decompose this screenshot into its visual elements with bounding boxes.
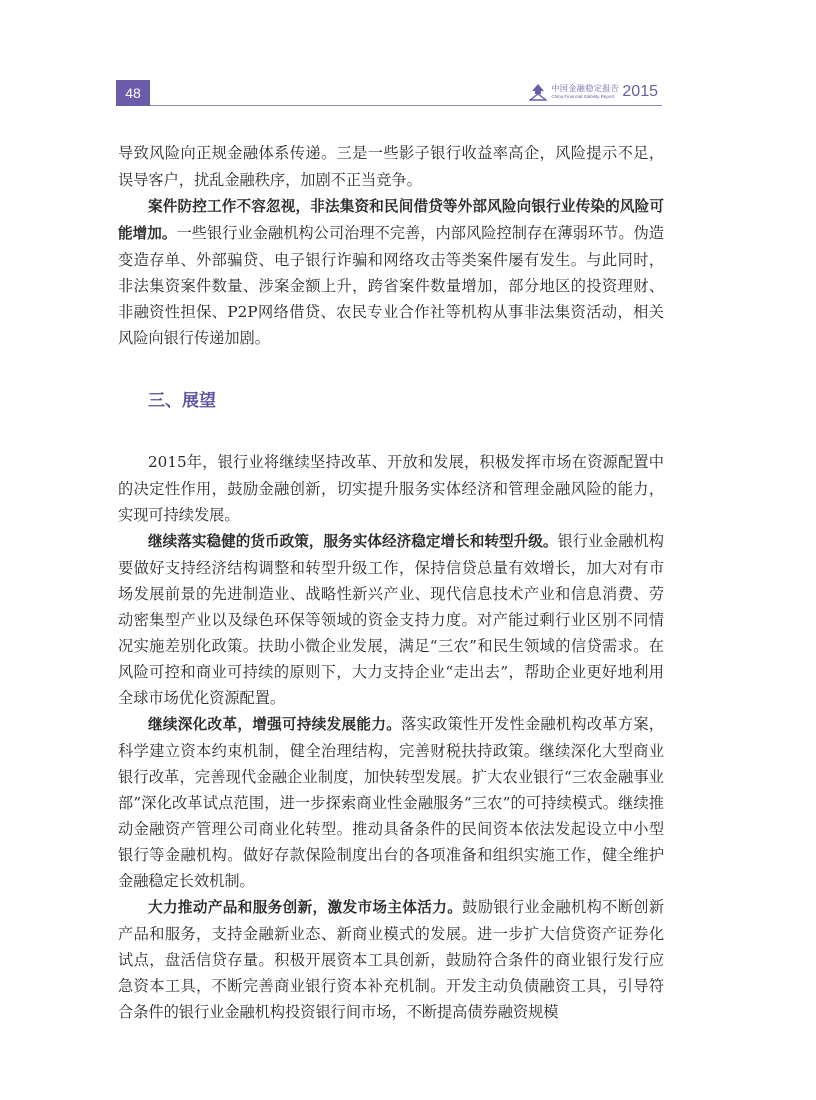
paragraph <box>118 449 664 528</box>
paragraph-bold: 继续落实稳健的货币政策，服务实体经济稳定增长和转型升级。 <box>148 533 558 550</box>
page-header <box>116 80 662 106</box>
brand-title-en: China Financial Stability Report <box>551 93 615 99</box>
header-rule <box>150 105 662 106</box>
paragraph <box>118 528 664 711</box>
paragraph-text: 导致风险向正规金融体系传递。三是一些影子银行收益率高企，风险提示不足，误导客户，扰乱金融秩序，加剧不正当竞争。 <box>118 144 664 189</box>
paragraph <box>118 711 664 894</box>
paragraph-bold: 大力推动产品和服务创新，激发市场主体活力。 <box>148 899 463 916</box>
body-text <box>118 140 664 1025</box>
paragraph-bold: 继续深化改革，增强可持续发展能力。 <box>148 716 402 733</box>
paragraph-text: 落实政策性开发性金融机构改革方案，科学建立资本约束机制，健全治理结构，完善财税扶持政策。继续深化大型商业银行改革，完善现代金融企业制度，加快转型发展。扩大农业银行“三农金融事业部”深化改革试点范围，进一步探索商业性金融服务“三农”的可持续模式。继续推动金融资产管理公司商业化转型。推动具备条件的民间资本依法发起设立中小型银行等金融机构。做好存款保险制度出台的各项准备和组织实施工作，健全维护金融稳定长效机制。 <box>118 715 664 890</box>
page-number: 48 <box>116 80 150 106</box>
paragraph <box>118 140 664 193</box>
section-title: 三、展望 <box>148 391 216 411</box>
paragraph-text: 一些银行业金融机构公司治理不完善，内部风险控制存在薄弱环节。伪造变造存单、外部骗贷、电子银行诈骗和网络攻击等类案件屡有发生。与此同时，非法集资案件数量、涉案金额上升，跨省案件数量增加，部分地区的投资理财、非融资性担保、P2P网络借贷、农民专业合作社等机构从事非法集资活动，相关风险向银行传递加剧。 <box>118 224 664 347</box>
paragraph-text: 2015年，银行业将继续坚持改革、开放和发展，积极发挥市场在资源配置中的决定性作用，鼓励金融创新，切实提升服务实体经济和管理金融风险的能力，实现可持续发展。 <box>118 453 664 524</box>
brand-text <box>551 85 619 100</box>
paragraph <box>118 193 664 351</box>
brand-title-cn: 中国金融稳定报告 <box>551 83 620 93</box>
report-brand <box>529 80 658 104</box>
paragraph <box>118 894 664 1025</box>
brand-year: 2015 <box>622 83 658 100</box>
paragraph-bold: 案件防控工作不容忽视，非法集资和民间借贷等外部风险向银行业传染的风险可能增加。 <box>118 198 664 242</box>
pagoda-icon <box>529 83 547 101</box>
paragraph-text: 鼓励银行业金融机构不断创新产品和服务，支持金融新业态、新商业模式的发展。进一步扩大信贷资产证券化试点，盘活信贷存量。积极开展资本工具创新，鼓励符合条件的商业银行发行应急资本工具，不断完善商业银行资本补充机制。开发主动负债融资工具，引导符合条件的银行业金融机构投资银行间市场，不断提高债券融资规模 <box>118 898 665 1021</box>
paragraph-text: 银行业金融机构要做好支持经济结构调整和转型升级工作，保持信贷总量有效增长，加大对有市场发展前景的先进制造业、战略性新兴产业、现代信息技术产业和信息消费、劳动密集型产业以及绿色环保等领域的资金支持力度。对产能过剩行业区别不同情况实施差别化政策。扶助小微企业发展，满足“三农”和民生领域的信贷需求。在风险可控和商业可持续的原则下，大力支持企业“走出去”，帮助企业更好地利用全球市场优化资源配置。 <box>118 532 664 707</box>
